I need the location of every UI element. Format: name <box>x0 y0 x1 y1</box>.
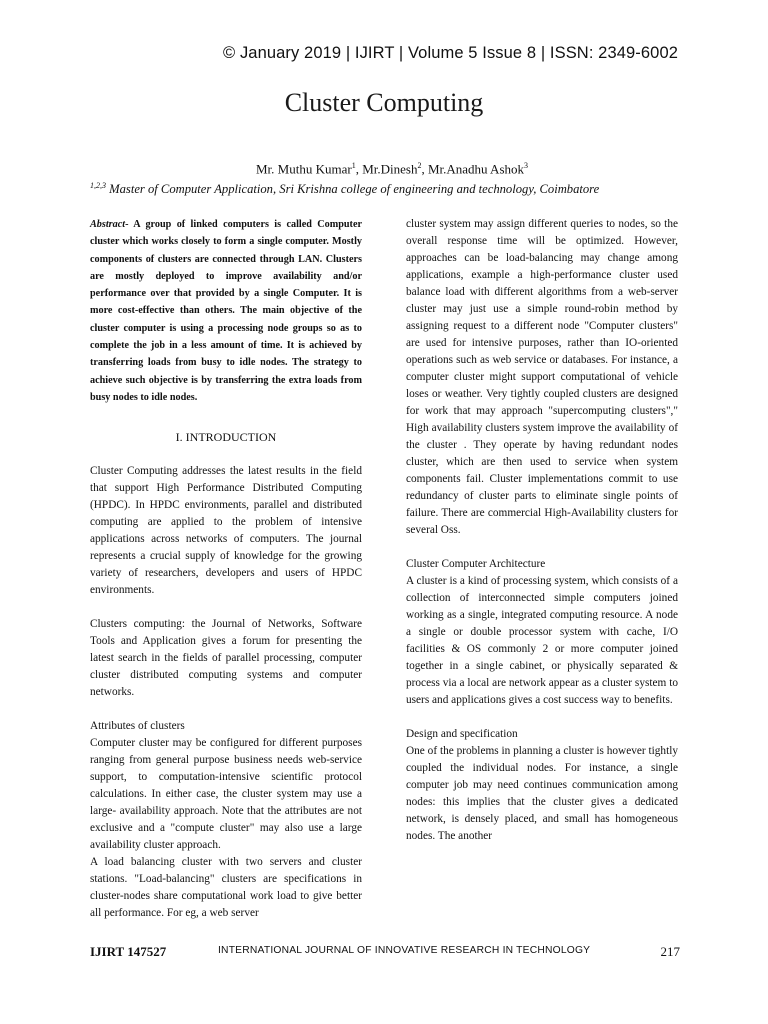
design-paragraph: One of the problems in planning a cluster is however tightly coupled the individual nodes. For instance, a single computer job may need continues communication among nodes: this implies that the cluster gives a dedicated network, is densely placed, and small has homogeneous nodes. The another <box>406 745 678 842</box>
affiliation-superscript: 1,2,3 <box>90 181 106 190</box>
introduction-heading: I. INTRODUCTION <box>175 430 277 445</box>
paragraph-gap <box>90 599 362 616</box>
footer-paper-id: IJIRT 147527 <box>90 944 167 959</box>
architecture-heading: Cluster Computer Architecture <box>406 558 546 570</box>
author-name: Mr.Anadhu Ashok <box>427 161 524 177</box>
abstract-text: - A group of linked computers is called Computer cluster which works closely to form a single computer. Mostly components of clusters are connected through LAN. Clusters are mostly deployed to improve availability and/or performance over that provided by a single Computer. It is more cost-effective than others. The main objective of the cluster computer is using a processing node groups so as to complete the job in a less amount of time. It is achieved by transferring loads from busy to idle nodes. The strategy to achieve such objective is by transferring the extra loads from busy nodes to idle nodes. <box>90 219 362 403</box>
attributes-paragraph: Computer cluster may be configured for different purposes ranging from general purpose business needs web-service support, to computation-intensive scientific protocol calculations. In either case, the cluster system may use a large- availability approach. Note that the attributes are not exclusive and a "compute cluster" may also use a large availability cluster approach. <box>90 737 362 852</box>
page-footer <box>90 944 680 964</box>
page-number: 217 <box>660 944 680 959</box>
attributes-paragraph: A load balancing cluster with two servers and cluster stations. "Load-balancing" clusters are specifications in cluster-nodes share computational work load to give better all performance. For eg, a web server <box>90 856 362 920</box>
introduction-paragraph: Clusters computing: the Journal of Networks, Software Tools and Application gives a forum for presenting the latest search in the fields of parallel processing, computer cluster distributed computing systems and computer networks. <box>90 618 362 699</box>
paragraph-gap <box>90 701 362 718</box>
footer-journal-name: INTERNATIONAL JOURNAL OF INNOVATIVE RESEARCH IN TECHNOLOGY <box>218 945 591 956</box>
author-list <box>0 161 768 177</box>
author-superscript: 1 <box>351 161 356 170</box>
author-name: Mr.Dinesh <box>362 161 418 177</box>
affiliation <box>90 181 690 197</box>
continuation-paragraph: cluster system may assign different queries to nodes, so the overall response time will be optimized. However, approaches can be load-balancing may change among applications, example a high-performance cluster used balance load with different algorithms from a web-server cluster may just use a simple round-robin method by assigning request to a different node "Computer clusters" are used for intensive purposes, rather than IO-oriented operations such as web service or databases. For instance, a computer cluster might support computational of vehicle loses or weather. Very tightly coupled clusters are designed for work that may approach "supercomputing clusters"," High availability clusters system improve the availability of the cluster . They operate by having redundant nodes cluster, which are then used to service when system components fail. Cluster implementations commit to use redundancy of cluster parts to eliminate single points of failure. There are commercial High-Availability clusters for several Oss. <box>406 218 678 536</box>
right-column <box>406 216 678 845</box>
author-superscript: 2 <box>417 161 422 170</box>
attributes-heading: Attributes of clusters <box>90 720 185 733</box>
left-column <box>90 216 362 922</box>
abstract-label: Abstract <box>90 219 126 230</box>
design-heading: Design and specification <box>406 728 518 740</box>
abstract <box>90 216 362 406</box>
author-superscript: 3 <box>524 161 528 170</box>
paper-title: Cluster Computing <box>284 88 484 117</box>
introduction-paragraph: Cluster Computing addresses the latest results in the field that support High Performance Distributed Computing (HPDC). In HPDC environments, parallel and distributed computing are applied to the problem of intensive applications across networks of computers. The journal represents a crucial supply of knowledge for the growing variety of researchers, developers and users of HPDC environments. <box>90 465 362 597</box>
paragraph-gap <box>406 539 678 556</box>
author-separator: , <box>355 161 363 177</box>
paragraph-gap <box>406 709 678 726</box>
author-name: Mr. Muthu Kumar <box>255 161 352 177</box>
affiliation-text: Master of Computer Application, Sri Krishna college of engineering and technology, Coimbatore <box>106 182 600 197</box>
author-separator: , <box>421 161 428 177</box>
journal-header: © January 2019 | IJIRT | Volume 5 Issue 8 | ISSN: 2349-6002 <box>223 44 678 62</box>
architecture-paragraph: A cluster is a kind of processing system, which consists of a collection of interconnected simple computers joined working as a single, integrated computing resource. A node a single or double processor system with cache, I/O facilities & OS commonly 2 or more computer joined together in a single cabinet, or physically separated & process via a local are network appear as a cluster system to users and applications gives a cost success way to benefits. <box>406 575 678 706</box>
